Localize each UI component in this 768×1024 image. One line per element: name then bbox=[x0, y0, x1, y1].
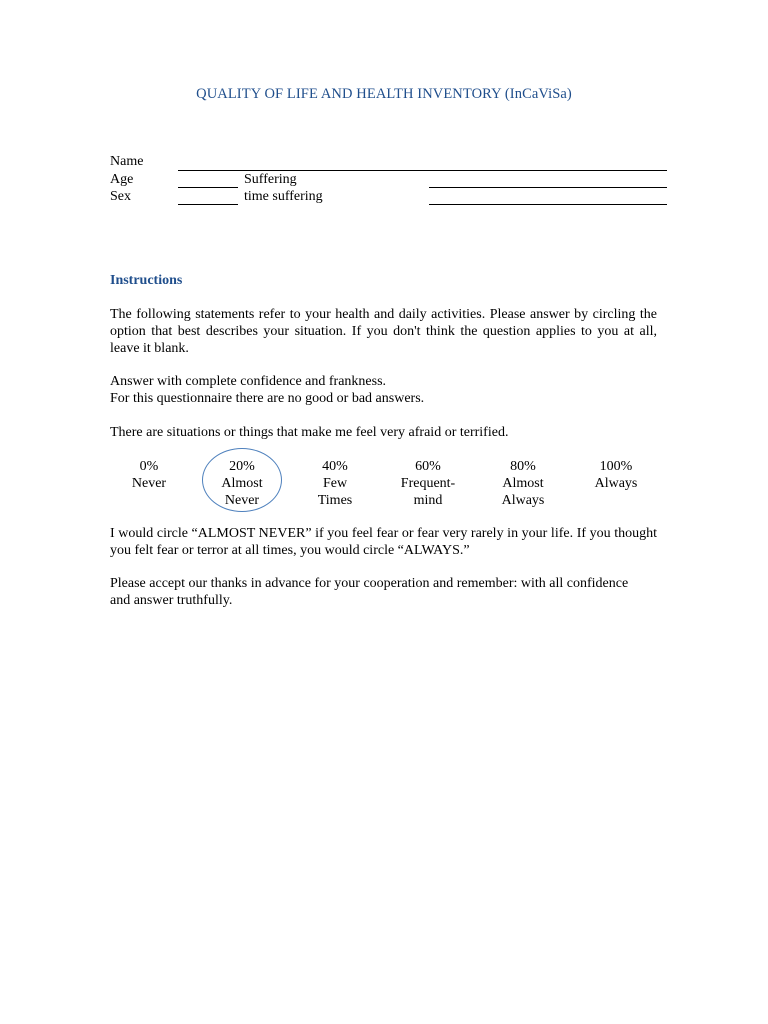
scale-percent: 60% bbox=[415, 459, 441, 474]
age-line bbox=[178, 187, 238, 188]
document-title: QUALITY OF LIFE AND HEALTH INVENTORY (InCaViSa) bbox=[196, 86, 572, 102]
scale-percent: 0% bbox=[139, 459, 159, 474]
selection-circle bbox=[202, 448, 282, 512]
age-label: Age bbox=[110, 172, 134, 187]
scale-percent: 40% bbox=[322, 459, 348, 474]
time-suffering-line bbox=[429, 204, 667, 205]
confidence-line: Answer with complete confidence and frankness. bbox=[110, 374, 387, 389]
scale-label: Never bbox=[131, 476, 167, 491]
scale-option-40 bbox=[289, 458, 381, 509]
time-suffering-label: time suffering bbox=[244, 189, 323, 204]
sex-line bbox=[178, 204, 238, 205]
scale-label: Never bbox=[224, 493, 260, 508]
sex-label: Sex bbox=[110, 189, 131, 204]
scale-percent: 100% bbox=[599, 459, 633, 474]
scale-option-80 bbox=[477, 458, 569, 509]
no-good-bad-line: For this questionnaire there are no good or bad answers. bbox=[110, 391, 425, 406]
scale-label: Always bbox=[594, 476, 638, 491]
instructions-heading: Instructions bbox=[110, 273, 183, 288]
scale-option-0 bbox=[103, 458, 195, 492]
scale-percent: 20% bbox=[229, 459, 255, 474]
scale-option-100 bbox=[570, 458, 662, 492]
thanks-paragraph: Please accept our thanks in advance for your cooperation and remember: with all confidence and answer truthfully. bbox=[110, 576, 629, 608]
scale-percent: 80% bbox=[510, 459, 536, 474]
scale-label: Almost bbox=[502, 476, 544, 491]
example-statement: There are situations or things that make me feel very afraid or terrified. bbox=[110, 425, 509, 440]
scale-label: Always bbox=[501, 493, 545, 508]
scale-label: Almost bbox=[221, 476, 263, 491]
instructions-paragraph: The following statements refer to your health and daily activities. Please answer by circling the option that best describes your situation. If you don't think the question applies to you at all, leave it blank. bbox=[110, 307, 657, 356]
circle-explanation: I would circle “ALMOST NEVER” if you feel fear or fear very rarely in your life. If you thought you felt fear or terror at all times, you would circle “ALWAYS.” bbox=[110, 526, 657, 558]
scale-option-60 bbox=[382, 458, 474, 509]
scale-label: Times bbox=[317, 493, 353, 508]
scale-label: mind bbox=[413, 493, 443, 508]
scale-label: Frequent- bbox=[400, 476, 456, 491]
scale-label: Few bbox=[322, 476, 348, 491]
suffering-line bbox=[429, 187, 667, 188]
name-label: Name bbox=[110, 154, 144, 169]
suffering-label: Suffering bbox=[244, 172, 297, 187]
